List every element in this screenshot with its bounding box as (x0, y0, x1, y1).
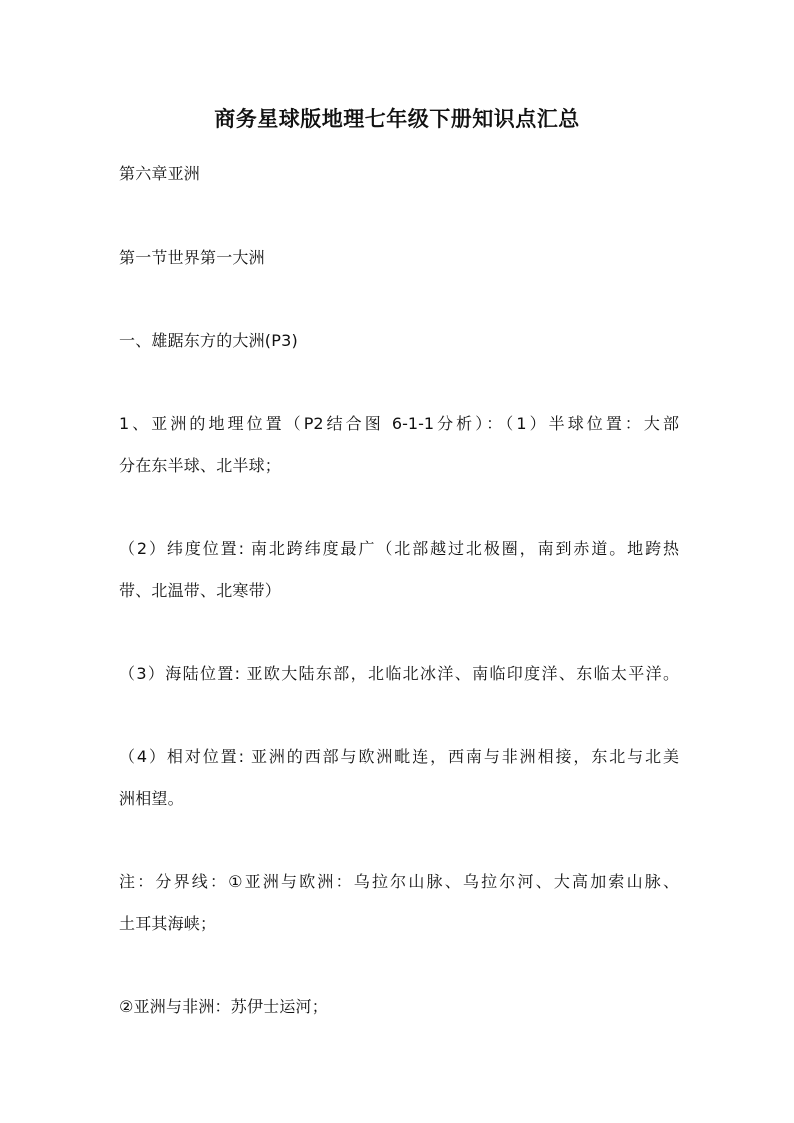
paragraph-1-line-1: 1、亚洲的地理位置（P2结合图 6-1-1分析）：（1）半球位置：大部 (119, 414, 679, 433)
paragraph-1-line-2: 分在东半球、北半球； (119, 456, 282, 475)
paragraph-4-line-1: （4）相对位置: 亚洲的西部与欧洲毗连，西南与非洲相接，东北与北美 (119, 747, 679, 766)
paragraph-2-line-2: 带、北温带、北寒带） (119, 581, 282, 600)
paragraph-4-line-2: 洲相望。 (119, 789, 184, 808)
chapter-heading: 第六章亚洲 (119, 164, 201, 183)
paragraph-3-line-1: （3）海陆位置: 亚欧大陆东部，北临北冰洋、南临印度洋、东临太平洋。 (119, 664, 679, 683)
section-heading: 第一节世界第一大洲 (119, 248, 265, 267)
note-line-1: 注：分界线：①亚洲与欧洲：乌拉尔山脉、乌拉尔河、大高加索山脉、 (119, 872, 679, 891)
document-title: 商务星球版地理七年级下册知识点汇总 (214, 107, 580, 131)
paragraph-2-line-1: （2）纬度位置: 南北跨纬度最广（北部越过北极圈，南到赤道。地跨热 (119, 539, 679, 558)
subsection-heading: 一、雄踞东方的大洲(P3) (119, 331, 298, 350)
note-line-3: ②亚洲与非洲：苏伊士运河； (119, 997, 328, 1016)
note-line-2: 土耳其海峡； (119, 914, 217, 933)
